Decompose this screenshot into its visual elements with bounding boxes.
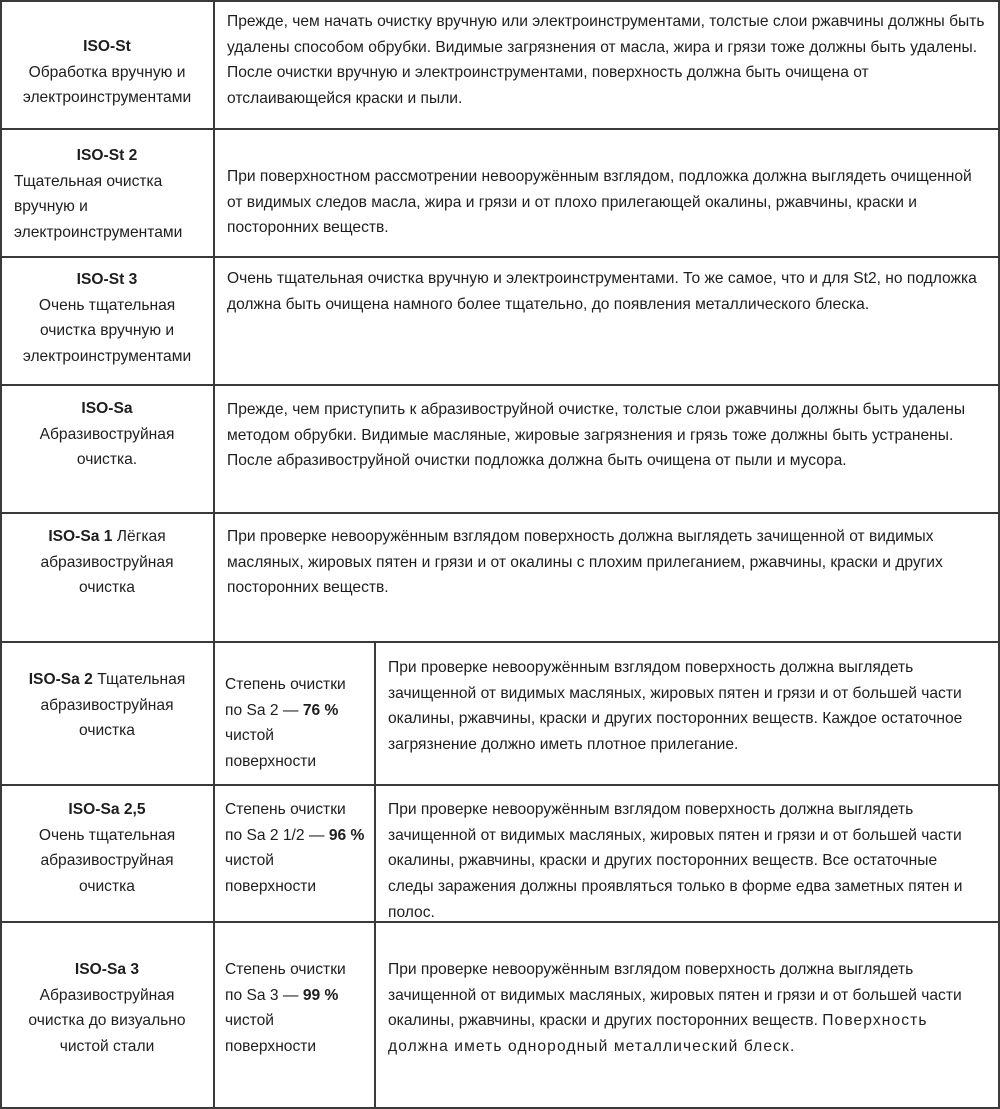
degree-suffix: чистой поверхности — [225, 727, 317, 771]
degree-suffix: чистой поверхности — [225, 1012, 317, 1056]
row-divider — [0, 641, 1000, 643]
standard-cell — [4, 267, 210, 370]
standard-cell — [4, 34, 210, 111]
standard-name: Очень тщательная абразивоструйная очистка — [38, 826, 176, 896]
standard-code: ISO-Sa 3 — [74, 961, 140, 978]
standard-cell — [4, 667, 210, 744]
description-cell: Очень тщательная очистка вручную и электроинструментами. То же самое, что и для St2, но подложка должна быть очищена намного более тщательно, до появления металлического блеска. — [227, 270, 977, 313]
row-divider — [0, 512, 1000, 514]
description-cell: Прежде, чем начать очистку вручную или электроинструментами, толстые слои ржавчины должны быть удалены способом обрубки. Видимые загрязнения от масла, жира и грязи тоже должны быть удалены. После очистки вручную и электроинструментами, поверхность должна быть очищена от отслаивающейся краски и пыли. — [227, 13, 985, 108]
standard-code: ISO-St 2 — [76, 147, 138, 164]
standard-code: ISO-St 3 — [76, 271, 138, 288]
description-cell: При проверке невооружённым взглядом поверхность должна выглядеть зачищенной от видимых масляных, жировых пятен и грязи и от большей части окалины, ржавчины, краски и других посторонних веществ. Все остаточные следы заражения должны проявляться только в форме едва заметных пятен и полос. — [388, 801, 963, 921]
standard-code: ISO-St — [83, 38, 131, 55]
standard-name: Тщательная абразивоструйная очистка — [40, 671, 186, 740]
standard-code: ISO-Sa 1 — [48, 528, 113, 545]
description-cell: При проверке невооружённым взглядом поверхность должна выглядеть зачищенной от видимых масляных, жировых пятен и грязи и от большей части окалины, ржавчины, краски и других посторонних веществ. Каждое остаточное загрязнение должно иметь плотное прилегание. — [388, 659, 963, 754]
description-cell — [376, 957, 998, 1060]
standard-cell — [4, 396, 210, 473]
degree-percent: 96 % — [328, 826, 365, 844]
standard-cell — [4, 797, 210, 900]
standard-name: Тщательная очистка вручную и электроинструментами — [14, 172, 183, 242]
standard-code: ISO-Sa — [81, 400, 133, 417]
standard-cell — [4, 957, 210, 1060]
description-cell: При поверхностном рассмотрении невооружённым взглядом, подложка должна выглядеть очищенной от видимых следов масла, жира и грязи и от плохо прилегающей окалины, ржавчины, краски и посторонних веществ. — [227, 168, 972, 237]
degree-percent: 99 % — [302, 986, 339, 1004]
degree-percent: 76 % — [302, 701, 339, 719]
description-cell: При проверке невооружённым взглядом поверхность должна выглядеть зачищенной от видимых масляных, жировых пятен и грязи и от окалины с плохим прилеганием, ржавчины, краски и других посторонних веществ. — [227, 528, 943, 597]
description-text: При проверке невооружённым взглядом поверхность должна выглядеть зачищенной от видимых масляных, жировых пятен и грязи и от большей части окалины, ржавчины, краски и других посторонних веществ. — [388, 961, 962, 1030]
cleanliness-degree-cell — [215, 797, 367, 900]
degree-suffix: чистой поверхности — [225, 852, 317, 896]
standard-code: ISO-Sa 2 — [28, 671, 93, 688]
row-divider — [0, 784, 1000, 786]
row-divider — [0, 128, 1000, 130]
cleanliness-degree-cell — [215, 957, 367, 1060]
table-border-top — [0, 0, 1000, 2]
degree-prefix: Степень очистки по Sa 2 — — [225, 676, 346, 719]
standard-name: Очень тщательная очистка вручную и электроинструментами — [22, 296, 192, 366]
cleanliness-degree-cell — [215, 672, 367, 775]
standard-cell — [4, 524, 210, 601]
degree-prefix: Степень очистки по Sa 2 1/2 — — [225, 801, 346, 844]
table-border-left — [0, 0, 2, 1109]
degree-prefix: Степень очистки по Sa 3 — — [225, 961, 346, 1004]
standard-code: ISO-Sa 2,5 — [68, 801, 146, 818]
row-divider — [0, 256, 1000, 258]
standard-name: Абразивоструйная очистка до визуально чистой стали — [28, 986, 186, 1056]
row-divider — [0, 384, 1000, 386]
standard-name: Абразивоструйная очистка. — [39, 425, 175, 469]
description-emphasis: Поверхность должна иметь однородный металлический блеск. — [388, 1012, 928, 1056]
standard-cell — [4, 143, 210, 246]
standard-name: Лёгкая абразивоструйная очистка — [40, 528, 174, 597]
standard-name: Обработка вручную и электроинструментами — [22, 63, 192, 107]
description-cell: Прежде, чем приступить к абразивоструйной очистке, толстые слои ржавчины должны быть удалены методом обрубки. Видимые масляные, жировые загрязнения и грязь тоже должны быть устранены. После абразивоструйной очистки подложка должна быть очищена от пыли и мусора. — [227, 401, 966, 470]
